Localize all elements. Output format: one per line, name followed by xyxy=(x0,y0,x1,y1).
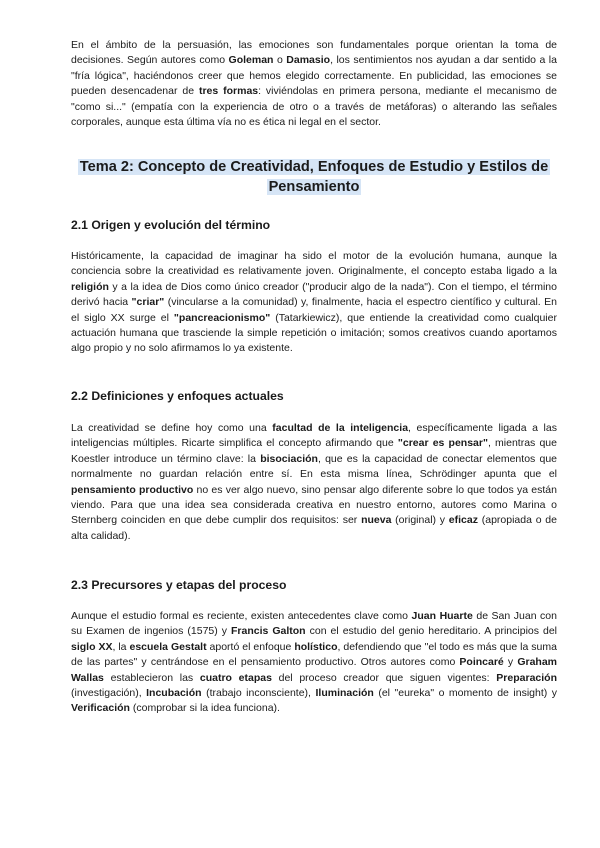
section-heading-2-2: 2.2 Definiciones y enfoques actuales xyxy=(71,389,284,403)
body-text: y xyxy=(503,656,518,669)
body-text: , los sentimientos nos ayudan a dar sentido a la "fría lógica", haciéndonos creer que hemos elegido correctamente. En publicidad, las emociones se pueden desencadenar de xyxy=(71,54,557,98)
emphasis-text: siglo XX xyxy=(71,640,113,653)
body-text: (apropiada o de alta calidad). xyxy=(71,514,557,542)
emphasis-text: cuatro etapas xyxy=(199,671,272,684)
emphasis-text: Graham Wallas xyxy=(71,656,557,684)
body-text: , mientras que Koestler introduce un término clave: la xyxy=(71,437,557,465)
body-text: , específicamente ligada a las inteligencias múltiples. Ricarte simplifica el concepto afirmando que xyxy=(71,422,557,450)
emphasis-text: "pancreacionismo" xyxy=(173,311,271,324)
emphasis-text: tres formas xyxy=(198,85,259,98)
topic-title xyxy=(71,157,557,197)
emphasis-text: facultad de la inteligencia xyxy=(272,422,409,434)
section-heading-2-3: 2.3 Precursores y etapas del proceso xyxy=(71,578,287,592)
body-text: La creatividad se define hoy como una xyxy=(71,422,273,434)
body-text: o xyxy=(273,54,287,67)
body-text: no es ver algo nuevo, sino pensar algo diferente sobre lo que todos ya están viendo. Para que una idea sea considerada creativa en nuestro entorno, autores como Marina o Sternberg coinciden en que debe cumplir dos requisitos: ser xyxy=(71,483,557,527)
emphasis-text: Juan Huarte xyxy=(411,610,473,622)
body-text: (trabajo inconsciente), xyxy=(201,687,316,700)
emphasis-text: Francis Galton xyxy=(231,625,306,638)
body-text: Históricamente, la capacidad de imaginar ha sido el motor de la evolución humana, aunque la conciencia sobre la creatividad es relativamente joven. Originalmente, el concepto estaba ligado a la xyxy=(71,250,557,278)
body-text: (Tatarkiewicz), que entiende la creatividad como cualquier actuación humana que trasciende la simple repetición o imitación; somos creativos cuando aportamos algo propio y no solo afirmamos lo ya existente. xyxy=(71,311,557,355)
body-text: con el estudio del genio hereditario. A principios del xyxy=(305,625,557,638)
body-text: En el ámbito de la persuasión, las emociones son fundamentales porque orientan la toma de decisiones. Según autores como xyxy=(71,39,557,67)
section-heading-2-1: 2.1 Origen y evolución del término xyxy=(71,218,271,232)
body-text: (el "eureka" o momento de insight) y xyxy=(373,687,557,700)
body-text: : viviéndolas en primera persona, mediante el mecanismo de "como si..." (empatía con la experiencia de otro o a través de metáforas) o alterando las señales corporales, aunque esta última vía no es ética ni legal en el sector. xyxy=(71,85,557,129)
emphasis-text: escuela Gestalt xyxy=(129,640,207,653)
section-paragraph-2-3 xyxy=(71,609,557,717)
body-text: , defendiendo que "el todo es más que la suma de las partes" y centrándose en el pensamiento productivo. Otros autores como xyxy=(71,640,557,669)
intro-paragraph xyxy=(71,38,557,130)
emphasis-text: Iluminación xyxy=(315,687,374,700)
emphasis-text: Goleman xyxy=(228,54,274,67)
emphasis-text: Verificación xyxy=(71,702,130,715)
section-paragraph-2-2 xyxy=(71,421,557,544)
body-text: (vincularse a la comunidad) y, finalmente, hacia el espectro científico y cultural. En el siglo XX surge el xyxy=(71,296,557,324)
emphasis-text: bisociación xyxy=(260,452,318,465)
body-text: , que es la capacidad de conectar elementos que normalmente no guardan relación entre sí. En esta misma línea, Schrödinger apunta que el xyxy=(71,452,557,481)
body-text: , la xyxy=(112,640,130,653)
body-text: del proceso creador que siguen vigentes: xyxy=(271,671,497,684)
emphasis-text: Damasio xyxy=(286,54,331,67)
body-text: aportó el enfoque xyxy=(206,640,295,653)
emphasis-text: "crear es pensar" xyxy=(397,437,488,450)
emphasis-text: "criar" xyxy=(131,296,165,309)
emphasis-text: pensamiento productivo xyxy=(71,483,194,496)
emphasis-text: holístico xyxy=(294,640,338,653)
emphasis-text: Poincaré xyxy=(459,656,504,669)
emphasis-text: eficaz xyxy=(448,514,478,527)
emphasis-text: religión xyxy=(71,280,109,293)
body-text: y a la idea de Dios como único creador ("producir algo de la nada"). Con el tiempo, el término derivó hacia xyxy=(71,280,557,309)
body-text: Aunque el estudio formal es reciente, existen antecedentes clave como xyxy=(71,610,412,622)
body-text: (original) y xyxy=(391,514,449,527)
emphasis-text: Incubación xyxy=(146,687,202,700)
emphasis-text: nueva xyxy=(361,514,392,527)
body-text: establecieron las xyxy=(103,671,200,684)
emphasis-text: Preparación xyxy=(496,671,557,684)
body-text: (comprobar si la idea funciona). xyxy=(129,702,280,715)
body-text: (investigación), xyxy=(71,687,147,700)
body-text: de San Juan con su Examen de ingenios (1575) y xyxy=(71,610,557,638)
topic-title-text: Tema 2: Concepto de Creatividad, Enfoques de Estudio y Estilos de Pensamiento xyxy=(79,159,549,195)
section-paragraph-2-1 xyxy=(71,249,557,357)
